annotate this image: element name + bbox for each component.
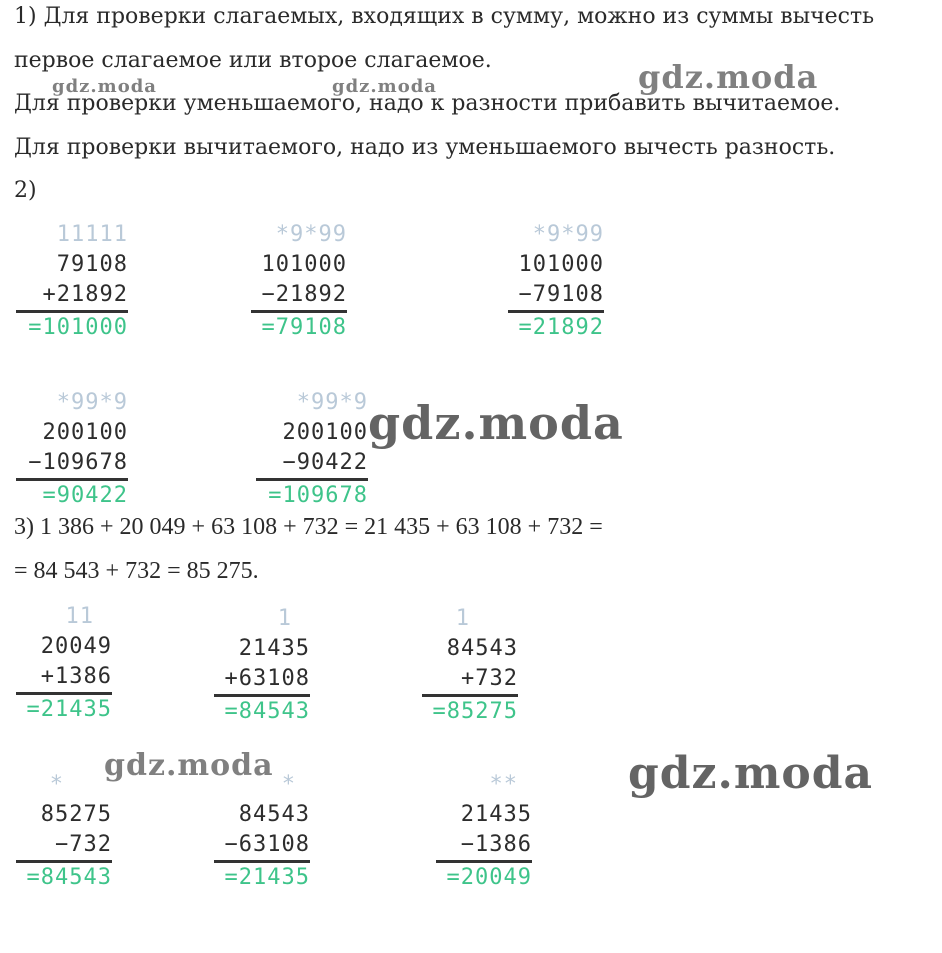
first-number: 20049 — [40, 634, 112, 659]
operand-row: −1386 — [436, 830, 532, 863]
carry-digits: 1 — [277, 606, 292, 631]
watermark-logo: gdz.moda — [52, 76, 157, 97]
answer-3-expression-line-1: 3) 1 386 + 20 049 + 63 108 + 732 = 21 435 + 63 108 + 732 = — [14, 514, 603, 540]
carry-digits: 11111 — [56, 222, 128, 247]
answer-1-line-2: первое слагаемое или второе слагаемое. — [14, 48, 492, 73]
result-row: =21435 — [224, 865, 310, 890]
watermark-logo: gdz.moda — [332, 76, 437, 97]
borrow-marks: *9*99 — [532, 222, 604, 247]
operand-row: +63108 — [214, 664, 310, 697]
first-number: 200100 — [282, 420, 368, 445]
first-number: 21435 — [238, 636, 310, 661]
result-row: =84543 — [224, 699, 310, 724]
first-number: 79108 — [56, 252, 128, 277]
watermark-logo: gdz.moda — [628, 748, 874, 799]
borrow-marks: * — [281, 772, 296, 797]
column-calc-1 — [16, 220, 128, 343]
borrow-marks: *99*9 — [296, 390, 368, 415]
column-calc-7 — [214, 604, 310, 727]
borrow-marks: *9*99 — [275, 222, 347, 247]
carry-digits: 1 — [455, 606, 470, 631]
answer-1-line-1: 1) Для проверки слагаемых, входящих в сумму, можно из суммы вычесть — [14, 4, 875, 29]
answer-2-label: 2) — [14, 178, 37, 203]
operand-row: −90422 — [256, 448, 368, 481]
first-number: 200100 — [42, 420, 128, 445]
column-calc-11 — [436, 770, 532, 893]
result-row: =109678 — [268, 483, 368, 508]
borrow-marks: ** — [489, 772, 518, 797]
column-calc-5 — [256, 388, 368, 511]
operand-row: −63108 — [214, 830, 310, 863]
column-calc-9 — [16, 770, 112, 893]
operand-row: −109678 — [16, 448, 128, 481]
borrow-marks: *99*9 — [56, 390, 128, 415]
watermark-logo: gdz.moda — [368, 396, 624, 450]
result-row: =79108 — [261, 315, 347, 340]
column-calc-4 — [16, 388, 128, 511]
column-calc-6 — [16, 602, 112, 725]
operand-row: −21892 — [251, 280, 347, 313]
operand-row: +732 — [422, 664, 518, 697]
first-number: 84543 — [446, 636, 518, 661]
result-row: =90422 — [42, 483, 128, 508]
watermark-logo: gdz.moda — [104, 748, 274, 783]
column-calc-3 — [508, 220, 604, 343]
first-number: 101000 — [261, 252, 347, 277]
borrow-marks: * — [49, 772, 64, 797]
first-number: 101000 — [518, 252, 604, 277]
result-row: =20049 — [446, 865, 532, 890]
operand-row: +21892 — [16, 280, 128, 313]
first-number: 85275 — [40, 802, 112, 827]
first-number: 84543 — [238, 802, 310, 827]
first-number: 21435 — [460, 802, 532, 827]
operand-row: +1386 — [16, 662, 112, 695]
carry-digits: 11 — [65, 604, 94, 629]
answer-1-line-4: Для проверки вычитаемого, надо из уменьшаемого вычесть разность. — [14, 135, 836, 160]
watermark-logo: gdz.moda — [638, 58, 819, 96]
column-calc-2 — [251, 220, 347, 343]
answer-3-expression-line-2: = 84 543 + 732 = 85 275. — [14, 558, 259, 584]
result-row: =21892 — [518, 315, 604, 340]
result-row: =101000 — [28, 315, 128, 340]
operand-row: −79108 — [508, 280, 604, 313]
result-row: =21435 — [26, 697, 112, 722]
column-calc-10 — [214, 770, 310, 893]
answer-1-line-3: Для проверки уменьшаемого, надо к разности прибавить вычитаемое. — [14, 91, 841, 116]
operand-row: −732 — [16, 830, 112, 863]
column-calc-8 — [422, 604, 518, 727]
result-row: =84543 — [26, 865, 112, 890]
result-row: =85275 — [432, 699, 518, 724]
